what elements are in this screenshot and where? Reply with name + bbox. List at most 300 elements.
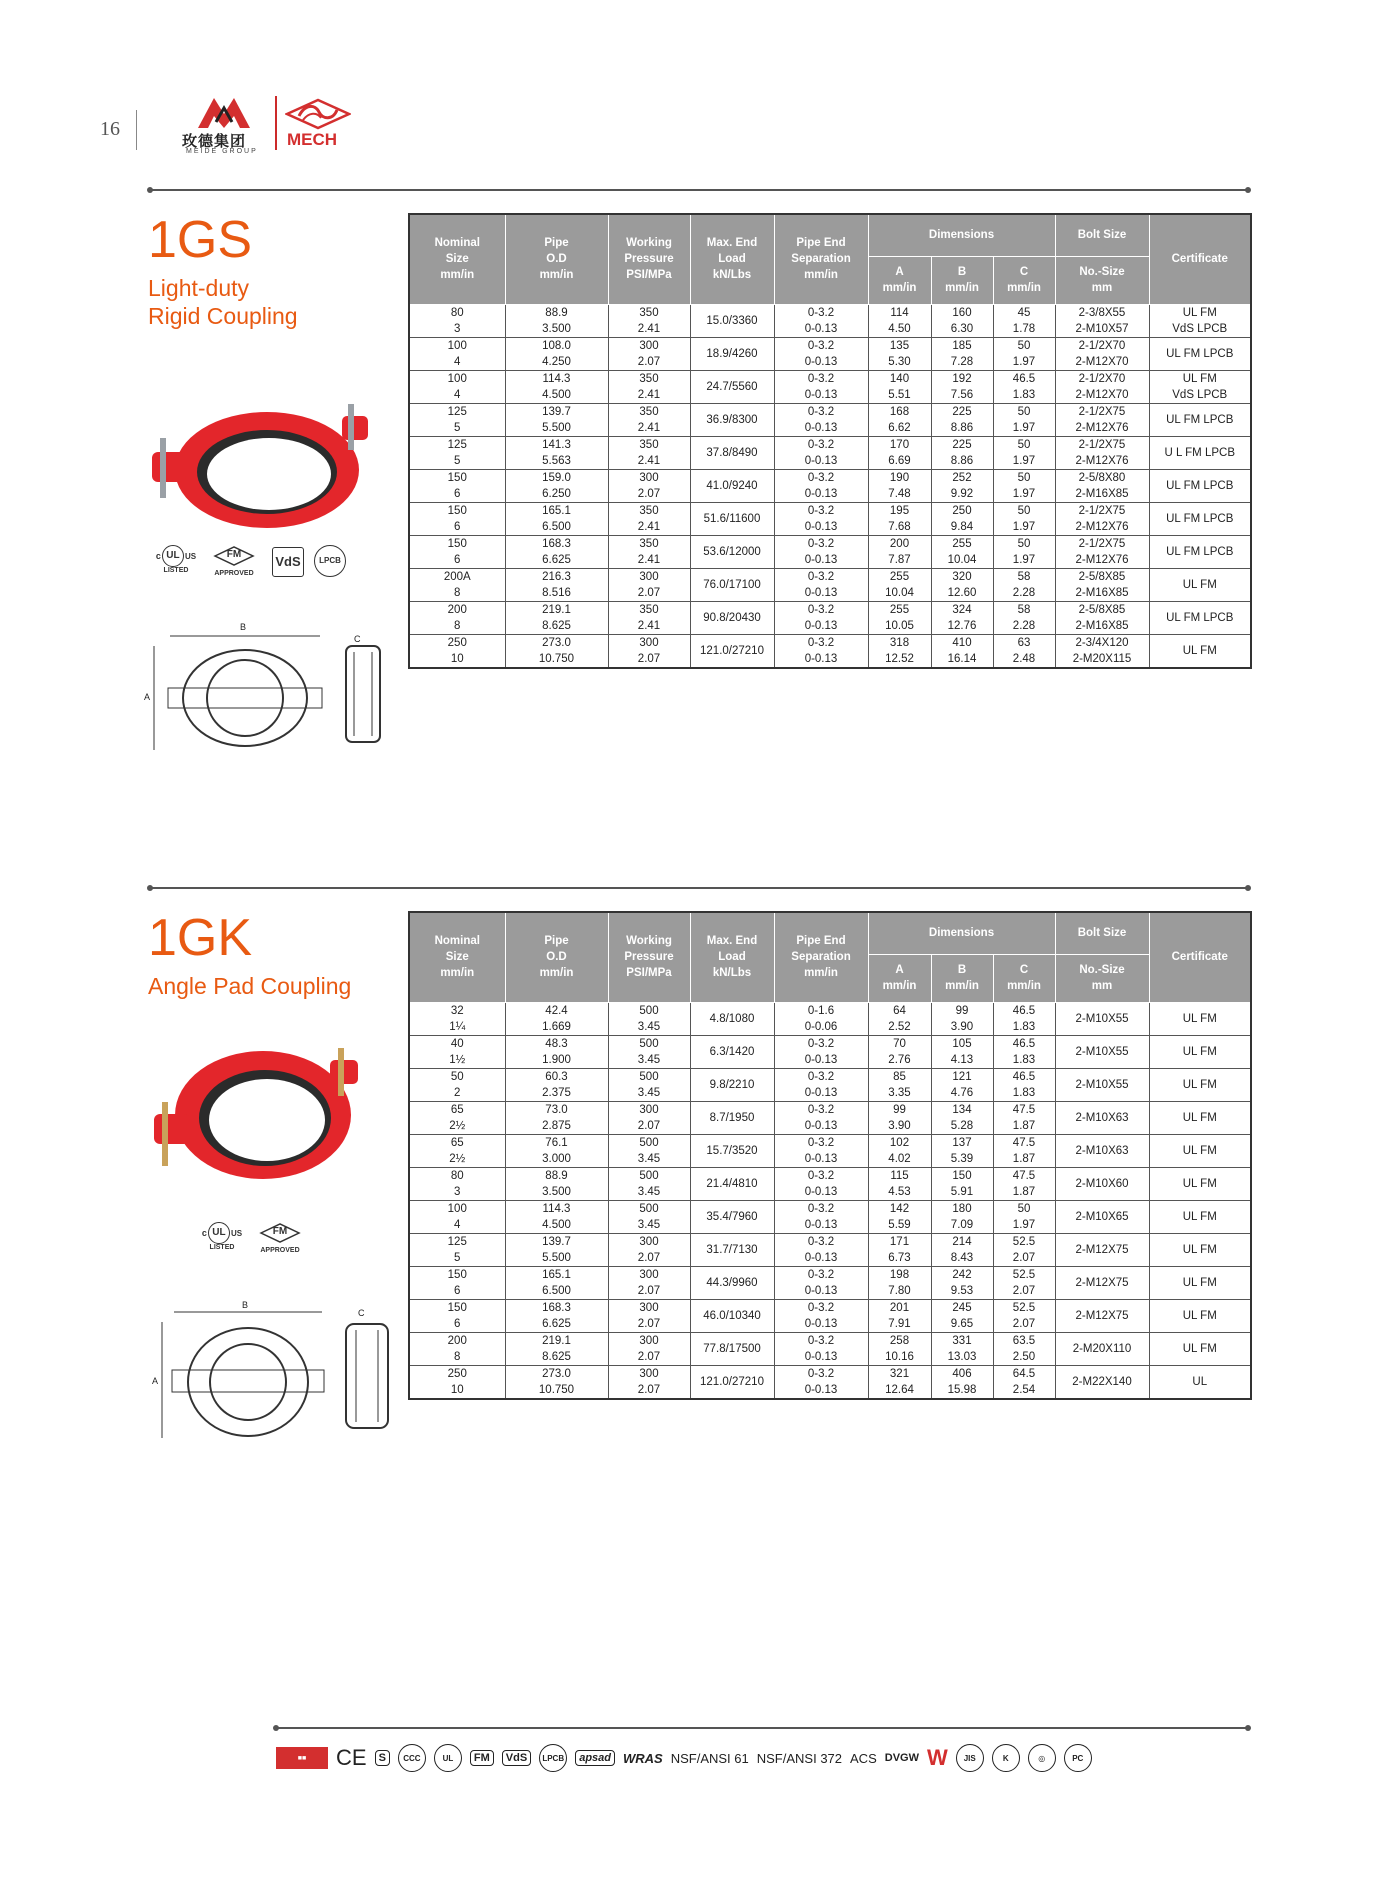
cell-wp: 300 2.07 bbox=[608, 337, 690, 370]
page-number: 16 bbox=[100, 118, 120, 140]
ccc-icon: CCC bbox=[398, 1744, 426, 1772]
product-subtitle-1gk: Angle Pad Coupling bbox=[148, 973, 352, 999]
cert-badges-1gs bbox=[150, 545, 360, 591]
cell-cert: UL FM LPCB bbox=[1149, 337, 1251, 370]
table-row bbox=[409, 304, 1251, 337]
drawing-1gs-svg bbox=[140, 622, 390, 762]
drawing-label-a: A bbox=[144, 692, 151, 702]
meide-logo-icon bbox=[194, 94, 254, 130]
w-mark-icon: W bbox=[926, 1745, 948, 1770]
cell-load: 51.6/11600 bbox=[690, 502, 774, 535]
product-subtitle-1gs-line1: Light-duty bbox=[148, 275, 250, 301]
cell-c: 50 1.97 bbox=[993, 502, 1055, 535]
col-bolt-size: Bolt Size bbox=[1055, 214, 1149, 256]
cell-sep: 0-3.2 0-0.13 bbox=[774, 403, 868, 436]
coupling-1gk-image bbox=[148, 1040, 363, 1190]
cell-cert: UL FM bbox=[1149, 1035, 1251, 1068]
col-max-end-load: Max. End Load kN/Lbs bbox=[690, 912, 774, 1002]
table-row bbox=[409, 502, 1251, 535]
col-bolt-no-size: No.-Size mm bbox=[1055, 256, 1149, 304]
cell-sep: 0-3.2 0-0.13 bbox=[774, 370, 868, 403]
cell-c: 50 1.97 bbox=[993, 535, 1055, 568]
cell-cert: UL FM LPCB bbox=[1149, 403, 1251, 436]
drawing-label-a: A bbox=[152, 1376, 159, 1386]
cell-bolt: 2-M10X60 bbox=[1055, 1167, 1149, 1200]
drawing-label-b: B bbox=[240, 622, 247, 632]
cell-od: 139.7 5.500 bbox=[505, 1233, 608, 1266]
cell-a: 258 10.16 bbox=[868, 1332, 931, 1365]
cell-wp: 300 2.07 bbox=[608, 1299, 690, 1332]
cell-size: 50 2 bbox=[409, 1068, 505, 1101]
cell-od: 76.1 3.000 bbox=[505, 1134, 608, 1167]
cell-od: 88.9 3.500 bbox=[505, 304, 608, 337]
cell-b: 324 12.76 bbox=[931, 601, 993, 634]
spec-table-1gs bbox=[408, 213, 1252, 669]
cell-b: 406 15.98 bbox=[931, 1365, 993, 1399]
acs-label: ACS bbox=[850, 1750, 877, 1766]
cell-b: 99 3.90 bbox=[931, 1002, 993, 1035]
cell-bolt: 2-M10X55 bbox=[1055, 1002, 1149, 1035]
cell-sep: 0-3.2 0-0.13 bbox=[774, 1068, 868, 1101]
lpcb-badge: LPCB bbox=[314, 545, 346, 577]
cell-load: 15.0/3360 bbox=[690, 304, 774, 337]
cell-bolt: 2-M12X75 bbox=[1055, 1233, 1149, 1266]
table-row bbox=[409, 469, 1251, 502]
gb-cert-icon: ■■ bbox=[276, 1747, 328, 1769]
cell-c: 46.5 1.83 bbox=[993, 1068, 1055, 1101]
col-bolt-size: Bolt Size bbox=[1055, 912, 1149, 954]
cell-b: 242 9.53 bbox=[931, 1266, 993, 1299]
cell-a: 135 5.30 bbox=[868, 337, 931, 370]
cell-bolt: 2-5/8X85 2-M16X85 bbox=[1055, 568, 1149, 601]
cell-load: 76.0/17100 bbox=[690, 568, 774, 601]
cell-a: 115 4.53 bbox=[868, 1167, 931, 1200]
cell-bolt: 2-1/2X70 2-M12X70 bbox=[1055, 337, 1149, 370]
cell-bolt: 2-3/8X55 2-M10X57 bbox=[1055, 304, 1149, 337]
cell-b: 255 10.04 bbox=[931, 535, 993, 568]
product-code-1gk: 1GK bbox=[148, 909, 253, 967]
cell-bolt: 2-M10X55 bbox=[1055, 1035, 1149, 1068]
pc-icon: PC bbox=[1064, 1744, 1092, 1772]
cell-c: 46.5 1.83 bbox=[993, 370, 1055, 403]
cell-od: 168.3 6.625 bbox=[505, 1299, 608, 1332]
cell-size: 125 5 bbox=[409, 1233, 505, 1266]
col-dim-b: B mm/in bbox=[931, 256, 993, 304]
cell-bolt: 2-M10X63 bbox=[1055, 1101, 1149, 1134]
cell-load: 53.6/12000 bbox=[690, 535, 774, 568]
cell-wp: 350 2.41 bbox=[608, 304, 690, 337]
cell-cert: UL FM LPCB bbox=[1149, 469, 1251, 502]
cell-c: 46.5 1.83 bbox=[993, 1002, 1055, 1035]
cert-badges-1gk bbox=[196, 1222, 316, 1268]
cell-sep: 0-3.2 0-0.13 bbox=[774, 1233, 868, 1266]
cell-c: 50 1.97 bbox=[993, 337, 1055, 370]
table-row bbox=[409, 1101, 1251, 1134]
cell-c: 47.5 1.87 bbox=[993, 1134, 1055, 1167]
cell-c: 63.5 2.50 bbox=[993, 1332, 1055, 1365]
cell-load: 36.9/8300 bbox=[690, 403, 774, 436]
table-row bbox=[409, 403, 1251, 436]
table-row bbox=[409, 436, 1251, 469]
cell-bolt: 2-3/4X120 2-M20X115 bbox=[1055, 634, 1149, 668]
ce-icon: CE bbox=[336, 1745, 367, 1770]
cell-b: 331 13.03 bbox=[931, 1332, 993, 1365]
table-row bbox=[409, 1266, 1251, 1299]
cell-c: 58 2.28 bbox=[993, 568, 1055, 601]
cell-a: 318 12.52 bbox=[868, 634, 931, 668]
cell-sep: 0-3.2 0-0.13 bbox=[774, 436, 868, 469]
cell-wp: 500 3.45 bbox=[608, 1002, 690, 1035]
cell-a: 114 4.50 bbox=[868, 304, 931, 337]
cell-load: 90.8/20430 bbox=[690, 601, 774, 634]
col-bolt-no-size: No.-Size mm bbox=[1055, 954, 1149, 1002]
cell-size: 40 1½ bbox=[409, 1035, 505, 1068]
cell-cert: UL FM LPCB bbox=[1149, 601, 1251, 634]
cell-b: 320 12.60 bbox=[931, 568, 993, 601]
cell-a: 140 5.51 bbox=[868, 370, 931, 403]
col-dim-c: C mm/in bbox=[993, 954, 1055, 1002]
cell-od: 114.3 4.500 bbox=[505, 370, 608, 403]
cell-sep: 0-3.2 0-0.13 bbox=[774, 601, 868, 634]
cell-size: 80 3 bbox=[409, 1167, 505, 1200]
s-mark-icon: S bbox=[375, 1750, 390, 1766]
cell-wp: 300 2.07 bbox=[608, 1365, 690, 1399]
col-dim-a: A mm/in bbox=[868, 256, 931, 304]
col-certificate: Certificate bbox=[1149, 912, 1251, 1002]
cell-b: 121 4.76 bbox=[931, 1068, 993, 1101]
cell-size: 150 6 bbox=[409, 502, 505, 535]
cell-cert: UL FM bbox=[1149, 1002, 1251, 1035]
cell-load: 41.0/9240 bbox=[690, 469, 774, 502]
cell-size: 150 6 bbox=[409, 1299, 505, 1332]
nsf-61-label: NSF/ANSI 61 bbox=[670, 1750, 749, 1766]
cell-sep: 0-1.6 0-0.06 bbox=[774, 1002, 868, 1035]
table-row bbox=[409, 1233, 1251, 1266]
cell-sep: 0-3.2 0-0.13 bbox=[774, 1365, 868, 1399]
cell-bolt: 2-M10X63 bbox=[1055, 1134, 1149, 1167]
cell-bolt: 2-M10X65 bbox=[1055, 1200, 1149, 1233]
cell-c: 50 1.97 bbox=[993, 1200, 1055, 1233]
cell-size: 150 6 bbox=[409, 1266, 505, 1299]
cell-bolt: 2-5/8X80 2-M16X85 bbox=[1055, 469, 1149, 502]
col-dimensions: Dimensions bbox=[868, 912, 1055, 954]
cell-c: 47.5 1.87 bbox=[993, 1101, 1055, 1134]
cell-size: 125 5 bbox=[409, 403, 505, 436]
cell-b: 245 9.65 bbox=[931, 1299, 993, 1332]
section-rule-1gs bbox=[150, 189, 1248, 191]
cell-sep: 0-3.2 0-0.13 bbox=[774, 1101, 868, 1134]
cell-sep: 0-3.2 0-0.13 bbox=[774, 1299, 868, 1332]
cell-load: 77.8/17500 bbox=[690, 1332, 774, 1365]
cell-size: 200 8 bbox=[409, 1332, 505, 1365]
cell-b: 137 5.39 bbox=[931, 1134, 993, 1167]
cell-size: 150 6 bbox=[409, 469, 505, 502]
gost-icon: ◎ bbox=[1028, 1744, 1056, 1772]
cell-size: 100 4 bbox=[409, 337, 505, 370]
cell-b: 150 5.91 bbox=[931, 1167, 993, 1200]
cell-a: 198 7.80 bbox=[868, 1266, 931, 1299]
spec-table-1gk bbox=[408, 911, 1252, 1400]
col-dimensions: Dimensions bbox=[868, 214, 1055, 256]
cell-size: 65 2½ bbox=[409, 1134, 505, 1167]
cell-b: 185 7.28 bbox=[931, 337, 993, 370]
cell-size: 250 10 bbox=[409, 1365, 505, 1399]
cell-od: 273.0 10.750 bbox=[505, 1365, 608, 1399]
cell-a: 142 5.59 bbox=[868, 1200, 931, 1233]
cell-cert: UL FM LPCB bbox=[1149, 535, 1251, 568]
cell-wp: 350 2.41 bbox=[608, 535, 690, 568]
cell-a: 255 10.04 bbox=[868, 568, 931, 601]
fm-approved-badge: FM APPROVED bbox=[208, 545, 260, 577]
cell-a: 85 3.35 bbox=[868, 1068, 931, 1101]
cell-wp: 300 2.07 bbox=[608, 1266, 690, 1299]
cell-wp: 500 3.45 bbox=[608, 1035, 690, 1068]
cell-a: 321 12.64 bbox=[868, 1365, 931, 1399]
col-pipe-end-separation: Pipe End Separation mm/in bbox=[774, 214, 868, 304]
col-pipe-od: Pipe O.D mm/in bbox=[505, 214, 608, 304]
cell-bolt: 2-M20X110 bbox=[1055, 1332, 1149, 1365]
col-dim-b: B mm/in bbox=[931, 954, 993, 1002]
cell-cert: UL FM bbox=[1149, 1332, 1251, 1365]
cell-cert: UL FM bbox=[1149, 1134, 1251, 1167]
cell-load: 46.0/10340 bbox=[690, 1299, 774, 1332]
group-name-cn: 玫德集团 bbox=[182, 133, 247, 150]
cell-bolt: 2-M10X55 bbox=[1055, 1068, 1149, 1101]
cell-bolt: 2-1/2X70 2-M12X70 bbox=[1055, 370, 1149, 403]
cell-c: 46.5 1.83 bbox=[993, 1035, 1055, 1068]
cell-bolt: 2-5/8X85 2-M16X85 bbox=[1055, 601, 1149, 634]
drawing-label-c: C bbox=[358, 1308, 365, 1318]
vds-icon: VdS bbox=[502, 1750, 531, 1766]
cell-size: 100 4 bbox=[409, 370, 505, 403]
cell-a: 168 6.62 bbox=[868, 403, 931, 436]
table-row bbox=[409, 1167, 1251, 1200]
cell-c: 50 1.97 bbox=[993, 469, 1055, 502]
cell-cert: UL FM bbox=[1149, 1101, 1251, 1134]
ul-icon: UL bbox=[434, 1744, 462, 1772]
cell-cert: UL FM VdS LPCB bbox=[1149, 304, 1251, 337]
cell-a: 64 2.52 bbox=[868, 1002, 931, 1035]
cell-od: 141.3 5.563 bbox=[505, 436, 608, 469]
cell-wp: 350 2.41 bbox=[608, 370, 690, 403]
cell-wp: 350 2.41 bbox=[608, 436, 690, 469]
cell-size: 150 6 bbox=[409, 535, 505, 568]
cell-load: 15.7/3520 bbox=[690, 1134, 774, 1167]
cell-cert: UL FM bbox=[1149, 568, 1251, 601]
cell-wp: 500 3.45 bbox=[608, 1068, 690, 1101]
cell-c: 50 1.97 bbox=[993, 436, 1055, 469]
mech-logo bbox=[285, 98, 355, 152]
col-working-pressure: Working Pressure PSI/MPa bbox=[608, 214, 690, 304]
cell-wp: 350 2.41 bbox=[608, 403, 690, 436]
cell-load: 121.0/27210 bbox=[690, 1365, 774, 1399]
cell-c: 63 2.48 bbox=[993, 634, 1055, 668]
mech-logo-icon bbox=[285, 98, 351, 130]
cell-bolt: 2-M22X140 bbox=[1055, 1365, 1149, 1399]
cell-load: 21.4/4810 bbox=[690, 1167, 774, 1200]
section-rule-1gk bbox=[150, 887, 1248, 889]
cell-bolt: 2-M12X75 bbox=[1055, 1266, 1149, 1299]
drawing-label-c: C bbox=[354, 634, 361, 644]
cell-sep: 0-3.2 0-0.13 bbox=[774, 634, 868, 668]
cell-load: 37.8/8490 bbox=[690, 436, 774, 469]
cell-od: 219.1 8.625 bbox=[505, 601, 608, 634]
cell-cert: UL FM bbox=[1149, 1167, 1251, 1200]
wras-icon: WRAS bbox=[623, 1750, 663, 1766]
col-nominal-size: Nominal Size mm/in bbox=[409, 912, 505, 1002]
col-pipe-od: Pipe O.D mm/in bbox=[505, 912, 608, 1002]
cell-wp: 300 2.07 bbox=[608, 568, 690, 601]
cell-a: 70 2.76 bbox=[868, 1035, 931, 1068]
cell-od: 216.3 8.516 bbox=[505, 568, 608, 601]
cell-b: 180 7.09 bbox=[931, 1200, 993, 1233]
table-row bbox=[409, 634, 1251, 668]
table-row bbox=[409, 1365, 1251, 1399]
table-row bbox=[409, 370, 1251, 403]
brand-name: MECH bbox=[287, 130, 338, 149]
cell-load: 8.7/1950 bbox=[690, 1101, 774, 1134]
cell-sep: 0-3.2 0-0.13 bbox=[774, 337, 868, 370]
ul-listed-badge: c UL US LISTED bbox=[196, 1222, 248, 1251]
cell-a: 171 6.73 bbox=[868, 1233, 931, 1266]
dimension-drawing-1gs bbox=[140, 622, 390, 762]
cell-sep: 0-3.2 0-0.13 bbox=[774, 1134, 868, 1167]
table-row bbox=[409, 1134, 1251, 1167]
cell-sep: 0-3.2 0-0.13 bbox=[774, 469, 868, 502]
cell-wp: 500 3.45 bbox=[608, 1134, 690, 1167]
col-dim-a: A mm/in bbox=[868, 954, 931, 1002]
cell-od: 73.0 2.875 bbox=[505, 1101, 608, 1134]
cell-b: 134 5.28 bbox=[931, 1101, 993, 1134]
drawing-label-b: B bbox=[242, 1300, 249, 1310]
cell-b: 225 8.86 bbox=[931, 403, 993, 436]
cell-b: 252 9.92 bbox=[931, 469, 993, 502]
table-row bbox=[409, 568, 1251, 601]
cell-c: 52.5 2.07 bbox=[993, 1266, 1055, 1299]
cell-size: 250 10 bbox=[409, 634, 505, 668]
cell-od: 219.1 8.625 bbox=[505, 1332, 608, 1365]
cell-c: 52.5 2.07 bbox=[993, 1299, 1055, 1332]
cell-bolt: 2-1/2X75 2-M12X76 bbox=[1055, 535, 1149, 568]
cell-b: 105 4.13 bbox=[931, 1035, 993, 1068]
cell-sep: 0-3.2 0-0.13 bbox=[774, 568, 868, 601]
cell-od: 60.3 2.375 bbox=[505, 1068, 608, 1101]
table-row bbox=[409, 601, 1251, 634]
col-dim-c: C mm/in bbox=[993, 256, 1055, 304]
cell-load: 18.9/4260 bbox=[690, 337, 774, 370]
cell-sep: 0-3.2 0-0.13 bbox=[774, 502, 868, 535]
cell-b: 192 7.56 bbox=[931, 370, 993, 403]
cell-load: 4.8/1080 bbox=[690, 1002, 774, 1035]
cell-size: 32 1¼ bbox=[409, 1002, 505, 1035]
col-nominal-size: Nominal Size mm/in bbox=[409, 214, 505, 304]
cell-od: 108.0 4.250 bbox=[505, 337, 608, 370]
cell-a: 102 4.02 bbox=[868, 1134, 931, 1167]
cell-od: 114.3 4.500 bbox=[505, 1200, 608, 1233]
cell-size: 125 5 bbox=[409, 436, 505, 469]
lpcb-icon: LPCB bbox=[539, 1744, 567, 1772]
col-working-pressure: Working Pressure PSI/MPa bbox=[608, 912, 690, 1002]
drawing-1gk-svg bbox=[150, 1300, 395, 1450]
cell-load: 121.0/27210 bbox=[690, 634, 774, 668]
table-row bbox=[409, 1200, 1251, 1233]
product-code-1gs: 1GS bbox=[148, 211, 253, 269]
cell-c: 47.5 1.87 bbox=[993, 1167, 1055, 1200]
coupling-1gs-image bbox=[142, 400, 372, 535]
cell-load: 44.3/9960 bbox=[690, 1266, 774, 1299]
cell-wp: 300 2.07 bbox=[608, 469, 690, 502]
cell-od: 159.0 6.250 bbox=[505, 469, 608, 502]
cell-a: 200 7.87 bbox=[868, 535, 931, 568]
table-row bbox=[409, 1299, 1251, 1332]
nsf-372-label: NSF/ANSI 372 bbox=[756, 1750, 843, 1766]
cell-od: 165.1 6.500 bbox=[505, 1266, 608, 1299]
cell-size: 80 3 bbox=[409, 304, 505, 337]
header-divider bbox=[136, 110, 137, 150]
vds-badge: VdS bbox=[272, 547, 304, 577]
cell-wp: 350 2.41 bbox=[608, 601, 690, 634]
cell-od: 168.3 6.625 bbox=[505, 535, 608, 568]
cell-a: 190 7.48 bbox=[868, 469, 931, 502]
cell-a: 99 3.90 bbox=[868, 1101, 931, 1134]
cell-b: 250 9.84 bbox=[931, 502, 993, 535]
apsad-icon: apsad bbox=[575, 1750, 615, 1766]
cell-b: 225 8.86 bbox=[931, 436, 993, 469]
cell-cert: UL FM VdS LPCB bbox=[1149, 370, 1251, 403]
table-row bbox=[409, 337, 1251, 370]
cell-size: 200A 8 bbox=[409, 568, 505, 601]
logo-divider bbox=[275, 96, 277, 150]
cell-a: 201 7.91 bbox=[868, 1299, 931, 1332]
cell-sep: 0-3.2 0-0.13 bbox=[774, 304, 868, 337]
cell-bolt: 2-1/2X75 2-M12X76 bbox=[1055, 403, 1149, 436]
cell-wp: 300 2.07 bbox=[608, 1332, 690, 1365]
cell-sep: 0-3.2 0-0.13 bbox=[774, 1200, 868, 1233]
cell-a: 170 6.69 bbox=[868, 436, 931, 469]
cell-c: 64.5 2.54 bbox=[993, 1365, 1055, 1399]
cell-cert: UL FM bbox=[1149, 1299, 1251, 1332]
cell-load: 31.7/7130 bbox=[690, 1233, 774, 1266]
cell-bolt: 2-M12X75 bbox=[1055, 1299, 1149, 1332]
cell-wp: 300 2.07 bbox=[608, 634, 690, 668]
cell-od: 48.3 1.900 bbox=[505, 1035, 608, 1068]
cell-a: 195 7.68 bbox=[868, 502, 931, 535]
footer-rule bbox=[276, 1727, 1248, 1729]
table-row bbox=[409, 1002, 1251, 1035]
ul-listed-badge: c UL US LISTED bbox=[150, 545, 202, 574]
cell-a: 255 10.05 bbox=[868, 601, 931, 634]
cell-sep: 0-3.2 0-0.13 bbox=[774, 1035, 868, 1068]
cell-size: 100 4 bbox=[409, 1200, 505, 1233]
cell-load: 6.3/1420 bbox=[690, 1035, 774, 1068]
cell-c: 52.5 2.07 bbox=[993, 1233, 1055, 1266]
cell-cert: UL FM bbox=[1149, 634, 1251, 668]
table-row bbox=[409, 1035, 1251, 1068]
cell-size: 200 8 bbox=[409, 601, 505, 634]
cell-bolt: 2-1/2X75 2-M12X76 bbox=[1055, 436, 1149, 469]
cell-b: 214 8.43 bbox=[931, 1233, 993, 1266]
cell-cert: U L FM LPCB bbox=[1149, 436, 1251, 469]
table-row bbox=[409, 1332, 1251, 1365]
fm-icon: FM bbox=[470, 1750, 494, 1766]
cell-od: 165.1 6.500 bbox=[505, 502, 608, 535]
cell-cert: UL FM bbox=[1149, 1266, 1251, 1299]
table-row bbox=[409, 535, 1251, 568]
cell-wp: 500 3.45 bbox=[608, 1200, 690, 1233]
cell-od: 88.9 3.500 bbox=[505, 1167, 608, 1200]
cell-wp: 350 2.41 bbox=[608, 502, 690, 535]
cell-wp: 300 2.07 bbox=[608, 1101, 690, 1134]
